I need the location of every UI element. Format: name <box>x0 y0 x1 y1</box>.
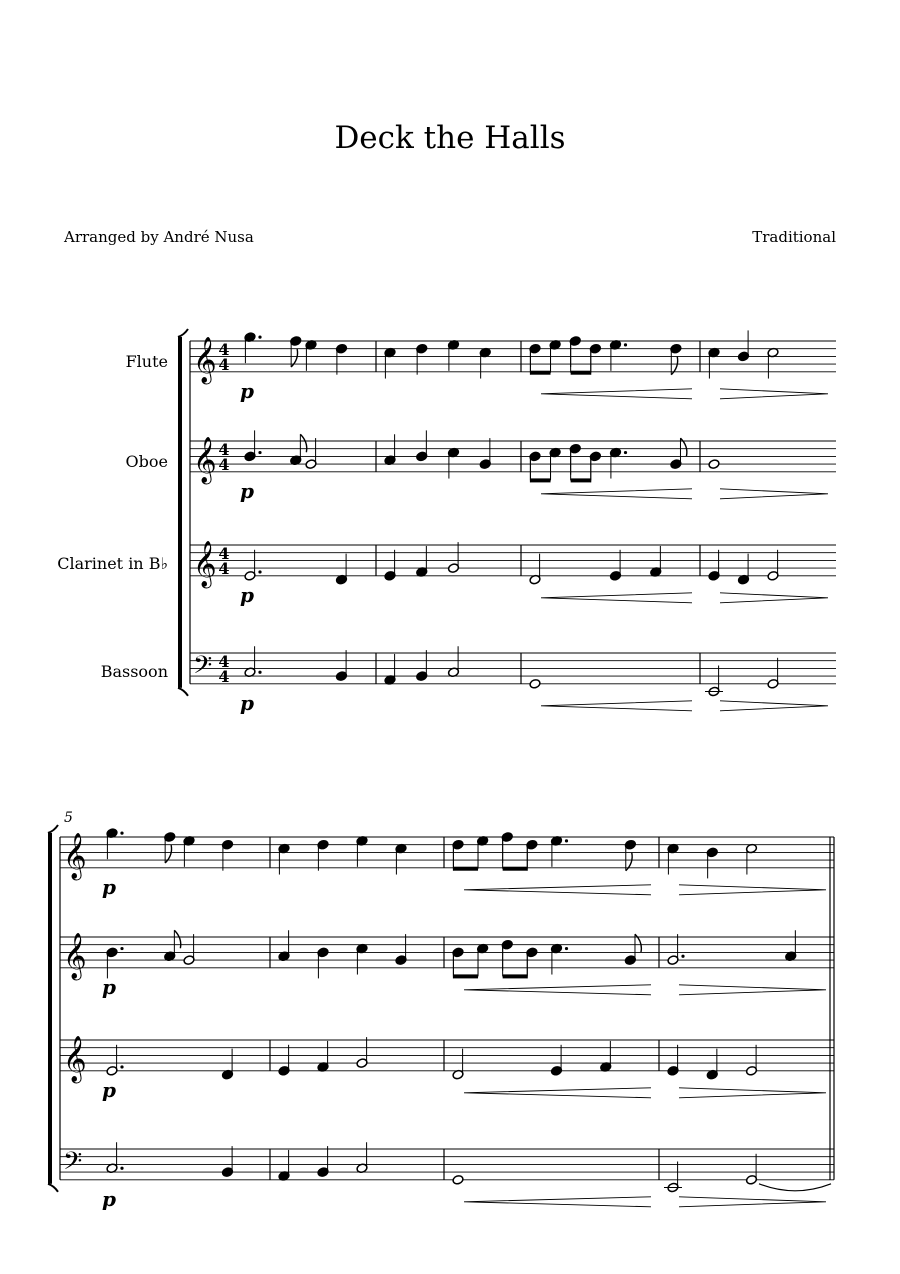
bracket-hook-top <box>178 329 188 337</box>
time-signature-bottom: 4 <box>218 667 230 686</box>
bracket-hook-bottom <box>178 688 188 696</box>
tie-arc <box>759 1184 831 1191</box>
note-head <box>708 459 720 470</box>
augmentation-dot <box>258 671 261 674</box>
augmentation-dot <box>120 1167 123 1170</box>
decrescendo-hairpin <box>720 389 828 399</box>
crescendo-hairpin <box>464 885 651 895</box>
augmentation-dot <box>624 343 627 346</box>
crescendo-hairpin <box>541 701 692 711</box>
instrument-name-clarinet: Clarinet in B♭ <box>57 554 168 573</box>
crescendo-hairpin <box>541 489 692 499</box>
arranger-credit: Arranged by André Nusa <box>64 228 254 246</box>
treble-clef-icon: 𝄞 <box>193 437 217 483</box>
augmentation-dot <box>624 451 627 454</box>
dynamic-piano: p <box>102 1186 116 1211</box>
time-signature-top: 4 <box>218 440 230 459</box>
note-beam <box>503 867 528 871</box>
decrescendo-hairpin <box>679 985 826 995</box>
treble-clef-icon: 𝄞 <box>193 337 217 383</box>
note-beam <box>453 867 478 871</box>
dynamic-piano: p <box>240 582 254 607</box>
decrescendo-hairpin <box>720 489 828 499</box>
crescendo-hairpin <box>464 1197 651 1207</box>
augmentation-dot <box>565 947 568 950</box>
decrescendo-hairpin <box>679 1197 826 1207</box>
note-beam <box>503 974 528 978</box>
time-signature-top: 4 <box>218 340 230 359</box>
score-title: Deck the Halls <box>334 120 566 156</box>
instrument-name-oboe: Oboe <box>125 452 168 471</box>
time-signature-top: 4 <box>218 544 230 563</box>
note-beam <box>530 371 550 375</box>
instrument-name-bassoon: Bassoon <box>100 662 168 681</box>
note-flag <box>300 434 306 452</box>
composer-credit: Traditional <box>752 228 836 246</box>
dynamic-piano: p <box>240 378 254 403</box>
crescendo-hairpin <box>464 1088 651 1098</box>
augmentation-dot <box>120 832 123 835</box>
dynamic-piano: p <box>102 974 116 999</box>
note-head <box>452 1175 464 1186</box>
crescendo-hairpin <box>464 985 651 995</box>
treble-clef-icon: 𝄞 <box>63 933 87 979</box>
decrescendo-hairpin <box>679 1088 826 1098</box>
augmentation-dot <box>258 570 261 573</box>
augmentation-dot <box>120 947 123 950</box>
augmentation-dot <box>258 336 261 339</box>
augmentation-dot <box>258 451 261 454</box>
decrescendo-hairpin <box>679 885 826 895</box>
crescendo-hairpin <box>541 593 692 603</box>
augmentation-dot <box>565 839 568 842</box>
decrescendo-hairpin <box>720 701 828 711</box>
dynamic-piano: p <box>102 874 116 899</box>
note-beam <box>453 974 478 978</box>
bass-clef-icon: 𝄢 <box>63 1147 83 1182</box>
note-beam <box>571 478 591 482</box>
time-signature-bottom: 4 <box>218 455 230 474</box>
treble-clef-icon: 𝄞 <box>193 541 217 587</box>
measure-number-5: 5 <box>64 810 73 826</box>
note-beam <box>530 478 550 482</box>
note-flag <box>174 930 180 948</box>
time-signature-bottom: 4 <box>218 559 230 578</box>
time-signature-bottom: 4 <box>218 355 230 374</box>
note-beam <box>571 371 591 375</box>
dynamic-piano: p <box>240 690 254 715</box>
crescendo-hairpin <box>541 389 692 399</box>
instrument-name-flute: Flute <box>125 352 168 371</box>
bracket-hook-top <box>48 825 58 833</box>
bracket-hook-bottom <box>48 1184 58 1192</box>
system-bracket <box>178 337 182 688</box>
system-bracket <box>48 833 52 1184</box>
augmentation-dot <box>120 1065 123 1068</box>
augmentation-dot <box>681 955 684 958</box>
treble-clef-icon: 𝄞 <box>63 1036 87 1082</box>
dynamic-piano: p <box>240 478 254 503</box>
time-signature-top: 4 <box>218 652 230 671</box>
decrescendo-hairpin <box>720 593 828 603</box>
note-head <box>529 679 541 690</box>
dynamic-piano: p <box>102 1077 116 1102</box>
treble-clef-icon: 𝄞 <box>63 833 87 879</box>
bass-clef-icon: 𝄢 <box>193 651 213 686</box>
